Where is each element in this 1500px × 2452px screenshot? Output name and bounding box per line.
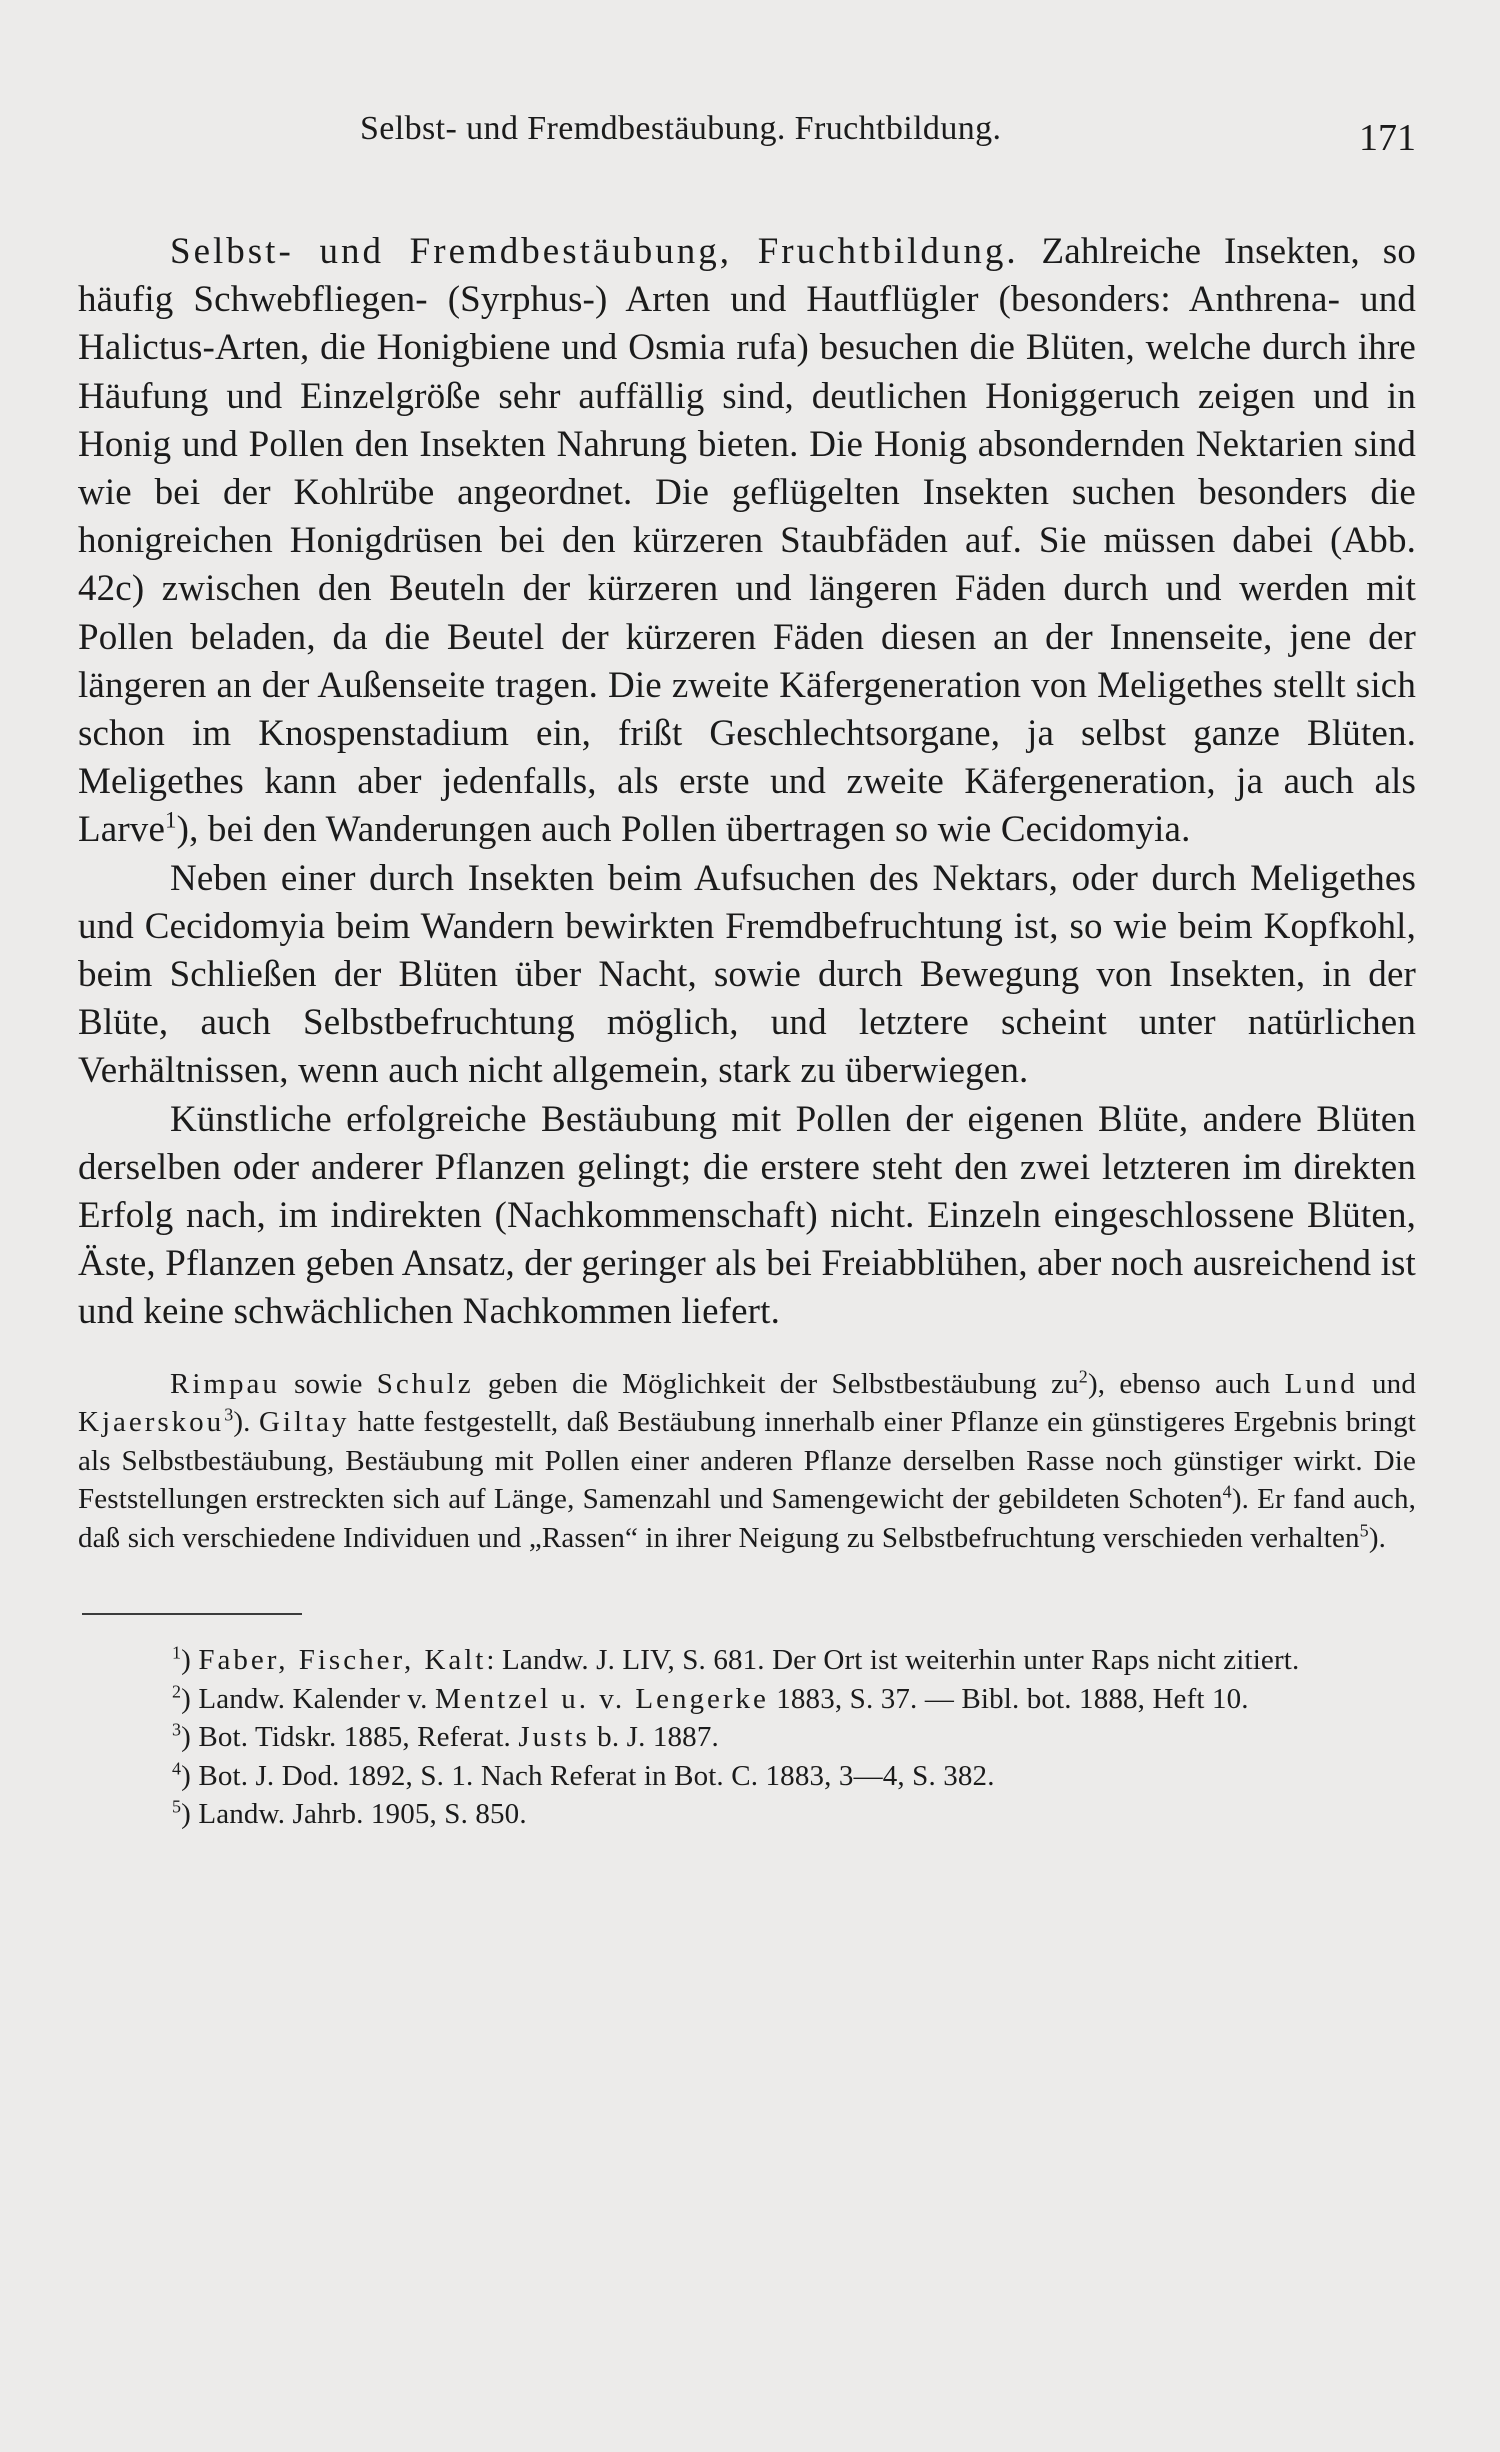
footnote-4 xyxy=(78,1757,1416,1796)
small-print-paragraph xyxy=(78,1365,1416,1558)
footnote-lead: ) Landw. Kalender v. xyxy=(181,1682,435,1715)
footnote-authors: Faber, Fischer, Kalt xyxy=(198,1644,487,1677)
author-lund: Lund xyxy=(1284,1367,1358,1400)
footnote-lead: ) Bot. Tidskr. 1885, Referat. xyxy=(181,1721,519,1754)
footnotes xyxy=(78,1641,1416,1834)
footnote-marker: 1 xyxy=(172,1642,182,1663)
footnote-marker: 4 xyxy=(172,1758,182,1779)
main-text xyxy=(78,228,1416,1337)
footnote-marker: 2 xyxy=(172,1681,182,1702)
footnote-reference-4: 4 xyxy=(1222,1481,1232,1502)
small-print-body xyxy=(78,1365,1416,1558)
footnote-lead: ) Bot. J. Dod. 1892, S. 1. Nach Referat in Bot. C. 1883, 3—4, S. 382. xyxy=(181,1759,995,1792)
footnote-5 xyxy=(78,1795,1416,1834)
author-schulz: Schulz xyxy=(376,1367,474,1400)
page-number: 171 xyxy=(1359,117,1416,159)
small-print-text-5: ). xyxy=(233,1406,259,1439)
footnote-lead: ) xyxy=(181,1644,199,1677)
paragraph-2: Neben einer durch Insekten beim Aufsuchen des Nektars, oder durch Meligethes und Cecidomyia beim Wandern bewirkten Fremdbefruchtung ist, so wie beim Kopfkohl, beim Schließen der Blüten über Nacht, sowie durch Bewegung von Insekten, in der Blüte, auch Selbstbefruchtung möglich, und letztere scheint unter natürlichen Verhältnissen, wenn auch nicht allgemein, stark zu überwiegen. xyxy=(78,857,1416,1092)
small-print-text-2: geben die Möglichkeit der Selbstbestäubung zu xyxy=(473,1367,1079,1400)
footnote-text: : Landw. J. LIV, S. 681. Der Ort ist weiterhin unter Raps nicht zitiert. xyxy=(486,1644,1300,1677)
footnote-lead: ) Landw. Jahrb. 1905, S. 850. xyxy=(181,1798,527,1831)
footnote-marker: 3 xyxy=(172,1719,182,1740)
footnote-reference-5: 5 xyxy=(1359,1520,1369,1541)
section-heading: Selbst- und Fremdbestäubung, Fruchtbildung. xyxy=(170,231,1019,272)
paragraph-1 xyxy=(78,228,1416,855)
footnote-authors: Mentzel u. v. Lengerke xyxy=(434,1682,769,1715)
author-kjaerskou: Kjaerskou xyxy=(78,1406,225,1439)
paragraph-3: Künstliche erfolgreiche Bestäubung mit Pollen der eigenen Blüte, andere Blüten derselben oder anderer Pflanzen gelingt; die erstere steht den zwei letzteren im direkten Erfolg nach, im indirekten (Nachkommenschaft) nicht. Einzeln eingeschlossene Blüten, Äste, Pflanzen geben Ansatz, der geringer als bei Freiabblühen, aber noch ausreichend ist und keine schwächlichen Nachkommen liefert. xyxy=(78,1098,1416,1333)
paragraph-1-tail: ), bei den Wanderungen auch Pollen übertragen so wie Cecidomyia. xyxy=(176,809,1191,851)
small-print-text-3: ), ebenso auch xyxy=(1087,1367,1285,1400)
small-print-text-4: und xyxy=(1357,1367,1416,1400)
small-print-text-1: sowie xyxy=(279,1367,377,1400)
footnote-reference-2: 2 xyxy=(1078,1366,1088,1387)
small-print-text-6: hatte festgestellt, daß Bestäubung innerhalb einer Pflanze ein günstigeres Ergebnis bringt als Selbstbestäubung, Bestäubung mit Pollen einer anderen Pflanze derselben Rasse noch günstiger wirkt. Die Feststellungen erstreckten sich auf Länge, Samenzahl und Samengewicht der gebildeten Schoten xyxy=(78,1406,1416,1516)
footnote-authors: Justs xyxy=(518,1721,590,1754)
footnote-1 xyxy=(78,1641,1416,1680)
footnote-marker: 5 xyxy=(172,1796,182,1817)
running-title: Selbst- und Fremdbestäubung. Fruchtbildung. xyxy=(360,110,1002,147)
footnote-divider xyxy=(82,1613,302,1615)
small-print-text-8: ). xyxy=(1368,1521,1387,1554)
footnote-3 xyxy=(78,1718,1416,1757)
running-header xyxy=(78,110,1416,180)
small-print-text-7: ). Er fand auch, daß sich verschiedene Individuen und „Rassen“ in ihrer Neigung zu Selbstbefruchtung verschieden verhalten xyxy=(78,1483,1417,1554)
footnote-text: b. J. 1887. xyxy=(589,1721,719,1754)
paragraph-1-body: Zahlreiche Insekten, so häufig Schwebfliegen- (Syrphus-) Arten und Hautflügler (besonders: Anthrena- und Halictus-Arten, die Honigbiene und Osmia rufa) besuchen die Blüten, welche durch ihre Häufung und Einzelgröße sehr auffällig sind, deutlichen Honiggeruch zeigen und in Honig und Pollen den Insekten Nahrung bieten. Die Honig absondernden Nektarien sind wie bei der Kohlrübe angeordnet. Die geflügelten Insekten suchen besonders die honigreichen Honigdrüsen bei den kürzeren Staubfäden auf. Sie müssen dabei (Abb. 42c) zwischen den Beuteln der kürzeren und längeren Fäden durch und werden mit Pollen beladen, da die Beutel der kürzeren Fäden diesen an der Innenseite, jene der längeren an der Außenseite tragen. Die zweite Käfergeneration von Meligethes stellt sich schon im Knospenstadium ein, frißt Geschlechtsorgane, ja selbst ganze Blüten. Meligethes kann aber jedenfalls, als erste und zweite Käfergeneration, ja auch als Larve xyxy=(78,231,1416,851)
footnote-reference-1: 1 xyxy=(165,808,177,834)
footnote-2 xyxy=(78,1680,1416,1719)
footnote-text: 1883, S. 37. — Bibl. bot. 1888, Heft 10. xyxy=(768,1682,1249,1715)
author-giltay: Giltay xyxy=(258,1406,350,1439)
footnote-reference-3: 3 xyxy=(224,1404,234,1425)
author-rimpau: Rimpau xyxy=(170,1367,280,1400)
